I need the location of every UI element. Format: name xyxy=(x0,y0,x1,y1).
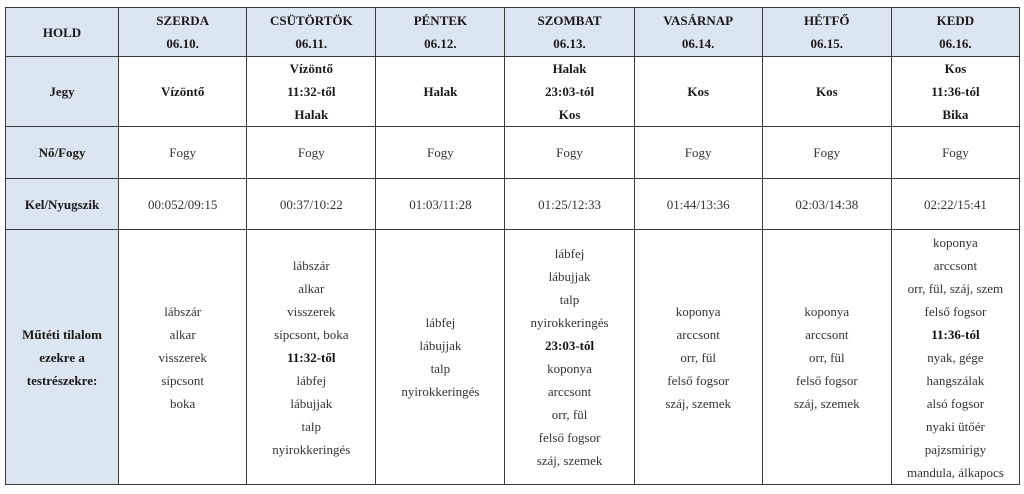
cell-line: lábfej xyxy=(425,315,456,330)
cell-line: felső fogsor xyxy=(538,430,601,445)
header-row xyxy=(6,8,1020,57)
cell-line: talp xyxy=(430,361,451,376)
sign-row xyxy=(6,57,1020,127)
day-header: PÉNTEK 06.12. xyxy=(376,8,505,57)
day-header: SZOMBAT 06.13. xyxy=(505,8,634,57)
cell-line: arccsont xyxy=(547,384,592,399)
cell-line: Műtéti tilalom xyxy=(22,326,102,342)
sign-cell xyxy=(376,57,505,127)
cell-line: pajzsmirigy xyxy=(924,441,987,457)
cell-line: nyirokkeringés xyxy=(530,315,609,330)
cell-line: alsó fogsor xyxy=(926,395,985,411)
cell-line: lábszár xyxy=(292,257,330,273)
cell-line: nyak, gége xyxy=(927,349,984,365)
cell-line: 23:03-tól xyxy=(544,338,595,353)
cell-line: sípcsont xyxy=(161,372,204,388)
cell-line: arccsont xyxy=(805,326,849,342)
rise-set-cell: 02:03/14:38 xyxy=(762,179,891,230)
rise-set-cell: 02:22/15:41 xyxy=(891,179,1019,230)
cell-line: száj, szemek xyxy=(536,453,603,468)
row-label-sign: Jegy xyxy=(6,57,119,127)
surgery-row xyxy=(6,230,1020,485)
row-label-rise-set: Kel/Nyugszik xyxy=(6,179,119,230)
surgery-cell xyxy=(505,230,634,485)
day-header: VASÁRNAP 06.14. xyxy=(634,8,762,57)
cell-line: orr, fül xyxy=(680,349,716,365)
cell-line: koponya xyxy=(933,234,978,250)
cell-line: Vízöntő xyxy=(289,61,333,76)
phase-cell: Fogy xyxy=(376,127,505,179)
cell-line: sípcsont, boka xyxy=(274,326,349,342)
cell-line: visszerek xyxy=(158,349,207,365)
cell-line: arccsont xyxy=(676,326,720,342)
cell-line: mandula, álkapocs xyxy=(907,464,1004,480)
cell-line: 11:32-től xyxy=(287,349,336,365)
cell-line: felső fogsor xyxy=(795,372,858,388)
phase-cell: Fogy xyxy=(247,127,376,179)
cell-line: Bika xyxy=(942,107,969,122)
rise-set-cell: 01:03/11:28 xyxy=(376,179,505,230)
day-header: HÉTFŐ 06.15. xyxy=(762,8,891,57)
cell-line: orr, fül xyxy=(809,349,845,365)
surgery-cell xyxy=(762,230,891,485)
cell-line: testrészekre: xyxy=(26,372,98,388)
cell-line: Kos xyxy=(687,84,709,99)
cell-line: felső fogsor xyxy=(924,303,987,319)
cell-line: 11:36-tól xyxy=(931,326,980,342)
cell-line: Halak xyxy=(294,107,329,122)
cell-line: orr, fül xyxy=(551,407,588,422)
cell-line: száj, szemek xyxy=(665,395,732,411)
cell-line: lábszár xyxy=(164,303,202,319)
cell-line: hangszálak xyxy=(926,372,985,388)
cell-line: lábfej xyxy=(554,246,585,261)
surgery-cell xyxy=(119,230,247,485)
cell-line: nyirokkeringés xyxy=(272,441,351,457)
cell-line: Vízöntő xyxy=(161,84,205,99)
cell-line: talp xyxy=(559,292,580,307)
day-header: CSÜTÖRTÖK 06.11. xyxy=(247,8,376,57)
rise-set-cell: 00:37/10:22 xyxy=(247,179,376,230)
phase-row xyxy=(6,127,1020,179)
cell-line: 11:32-től xyxy=(287,84,336,99)
sign-cell xyxy=(634,57,762,127)
phase-cell: Fogy xyxy=(119,127,247,179)
cell-line: Kos xyxy=(815,84,838,99)
rise-set-cell: 01:25/12:33 xyxy=(505,179,634,230)
cell-line: 23:03-tól xyxy=(544,84,595,99)
cell-line: felső fogsor xyxy=(667,372,730,388)
cell-line: nyirokkeringés xyxy=(401,384,480,399)
cell-line: nyaki ütőér xyxy=(926,418,985,434)
cell-line: alkar xyxy=(169,326,196,342)
cell-line: Halak xyxy=(552,61,587,76)
cell-line: boka xyxy=(170,395,196,411)
cell-line: orr, fül, száj, szem xyxy=(907,280,1004,296)
moon-calendar-table xyxy=(5,7,1020,485)
sign-cell xyxy=(247,57,376,127)
sign-cell xyxy=(505,57,634,127)
corner-label: HOLD xyxy=(6,8,119,57)
row-label-surgery xyxy=(6,230,119,485)
sign-cell xyxy=(762,57,891,127)
cell-line: alkar xyxy=(298,280,325,296)
cell-line: visszerek xyxy=(287,303,336,319)
surgery-cell xyxy=(634,230,762,485)
sign-cell xyxy=(891,57,1019,127)
sign-cell xyxy=(119,57,247,127)
cell-line: koponya xyxy=(547,361,592,376)
cell-line: lábujjak xyxy=(548,269,591,284)
cell-line: Kos xyxy=(558,107,581,122)
phase-cell: Fogy xyxy=(762,127,891,179)
cell-line: Halak xyxy=(423,84,458,99)
cell-line: koponya xyxy=(675,303,721,319)
cell-line: koponya xyxy=(804,303,850,319)
rise-set-row xyxy=(6,179,1020,230)
cell-line: 11:36-tól xyxy=(931,84,980,99)
cell-line: ezekre a xyxy=(39,349,85,365)
cell-line: Kos xyxy=(944,61,967,76)
day-header: SZERDA 06.10. xyxy=(119,8,247,57)
row-label-phase: Nő/Fogy xyxy=(6,127,119,179)
cell-line: száj, szemek xyxy=(793,395,860,411)
day-header: KEDD 06.16. xyxy=(891,8,1019,57)
phase-cell: Fogy xyxy=(634,127,762,179)
surgery-cell xyxy=(891,230,1019,485)
cell-line: lábfej xyxy=(296,372,327,388)
cell-line: arccsont xyxy=(933,257,978,273)
phase-cell: Fogy xyxy=(505,127,634,179)
surgery-cell xyxy=(376,230,505,485)
cell-line: lábujjak xyxy=(419,338,462,353)
cell-line: lábujjak xyxy=(290,395,333,411)
cell-line: talp xyxy=(301,418,322,434)
rise-set-cell: 01:44/13:36 xyxy=(634,179,762,230)
phase-cell: Fogy xyxy=(891,127,1019,179)
surgery-cell xyxy=(247,230,376,485)
rise-set-cell: 00:052/09:15 xyxy=(119,179,247,230)
